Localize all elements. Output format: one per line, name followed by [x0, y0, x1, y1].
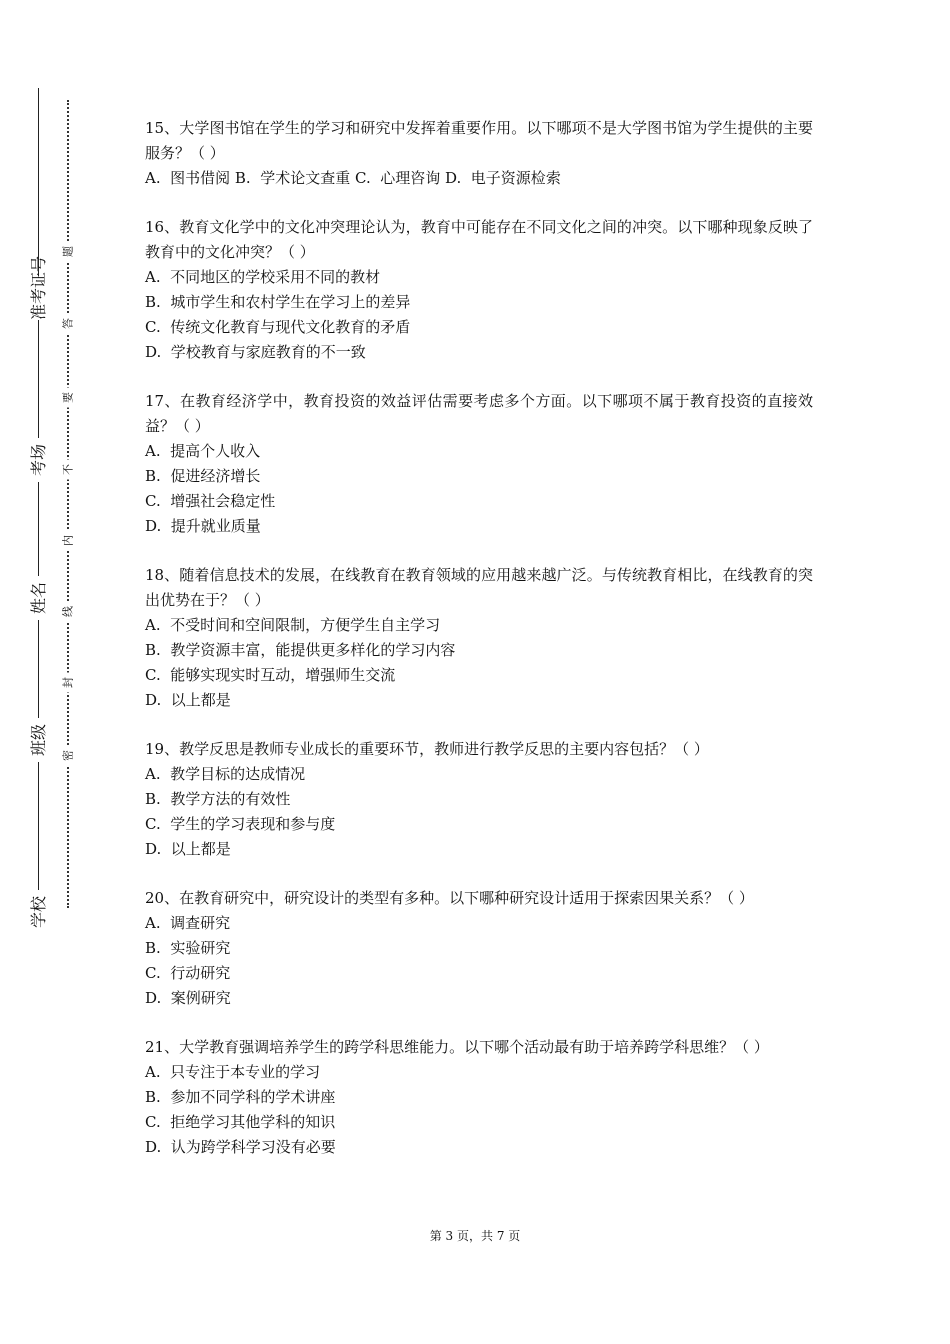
question-stem: 16、教育文化学中的文化冲突理论认为，教育中可能存在不同文化之间的冲突。以下哪种现象反映了教育中的文化冲突？（ ）: [145, 218, 813, 261]
option-d: D. 提升就业质量: [145, 517, 261, 535]
option-d: D. 以上都是: [145, 840, 231, 858]
question-stem: 18、随着信息技术的发展，在线教育在教育领域的应用越来越广泛。与传统教育相比，在线教育的突出优势在于？（ ）: [145, 566, 813, 609]
option-b: B. 实验研究: [145, 939, 231, 957]
option-b: B. 参加不同学科的学术讲座: [145, 1088, 336, 1106]
option-a: A. 教学目标的达成情况: [145, 765, 306, 783]
question-stem: 17、在教育经济学中，教育投资的效益评估需要考虑多个方面。以下哪项不属于教育投资的直接效益？（ ）: [145, 392, 813, 435]
question-stem: 15、大学图书馆在学生的学习和研究中发挥着重要作用。以下哪项不是大学图书馆为学生提供的主要服务？（ ）: [145, 119, 813, 162]
field-exam-room: 考场: [31, 438, 47, 482]
option-b: B. 教学方法的有效性: [145, 790, 291, 808]
option-b: B. 促进经济增长: [145, 467, 261, 485]
field-name: 姓名: [31, 576, 47, 620]
option-a: A. 不同地区的学校采用不同的教材: [145, 268, 381, 286]
seal-char: 密: [63, 746, 74, 766]
option-a: A. 只专注于本专业的学习: [145, 1063, 321, 1081]
question-21: [145, 1035, 813, 1160]
question-19: [145, 737, 813, 862]
option-d: D. 学校教育与家庭教育的不一致: [145, 343, 366, 361]
question-15: [145, 116, 813, 191]
binding-dotted-line: [67, 100, 69, 908]
option-a: A. 提高个人收入: [145, 442, 261, 460]
page-number: 第 3 页，共 7 页: [429, 1229, 521, 1243]
option-c: C. 能够实现实时互动，增强师生交流: [145, 666, 396, 684]
option-c: C. 传统文化教育与现代文化教育的矛盾: [145, 318, 411, 336]
question-stem: 19、教学反思是教师专业成长的重要环节，教师进行教学反思的主要内容包括？（ ）: [145, 740, 709, 758]
seal-char: 要: [63, 388, 74, 408]
seal-char: 封: [63, 673, 74, 693]
question-16: [145, 215, 813, 365]
question-18: [145, 563, 813, 713]
option-d: D. 认为跨学科学习没有必要: [145, 1138, 336, 1156]
question-17: [145, 389, 813, 539]
seal-char: 线: [63, 602, 74, 622]
option-d: D. 案例研究: [145, 989, 231, 1007]
field-admission-number: 准考证号: [29, 255, 48, 320]
seal-char: 题: [63, 242, 74, 262]
option-c: C. 拒绝学习其他学科的知识: [145, 1113, 336, 1131]
binding-solid-line: [38, 88, 39, 930]
option-b: B. 教学资源丰富，能提供更多样化的学习内容: [145, 641, 456, 659]
field-class: 班级: [31, 718, 47, 762]
option-c: C. 学生的学习表现和参与度: [145, 815, 336, 833]
question-list: [145, 116, 813, 1184]
binding-margin: [0, 0, 110, 1000]
question-stem: 20、在教育研究中，研究设计的类型有多种。以下哪种研究设计适用于探索因果关系？（ ）: [145, 889, 754, 907]
question-stem: 21、大学教育强调培养学生的跨学科思维能力。以下哪个活动最有助于培养跨学科思维？（ ）: [145, 1038, 769, 1056]
option-c: C. 行动研究: [145, 964, 231, 982]
seal-char: 不: [63, 460, 74, 480]
seal-char: 内: [63, 531, 74, 551]
seal-char: 答: [63, 314, 74, 334]
question-options-inline: A. 图书借阅 B. 学术论文查重 C. 心理咨询 D. 电子资源检索: [145, 169, 561, 187]
option-d: D. 以上都是: [145, 691, 231, 709]
field-school: 学校: [31, 890, 47, 934]
option-b: B. 城市学生和农村学生在学习上的差异: [145, 293, 411, 311]
option-c: C. 增强社会稳定性: [145, 492, 276, 510]
option-a: A. 调查研究: [145, 914, 231, 932]
question-20: [145, 886, 813, 1011]
option-a: A. 不受时间和空间限制，方便学生自主学习: [145, 616, 441, 634]
